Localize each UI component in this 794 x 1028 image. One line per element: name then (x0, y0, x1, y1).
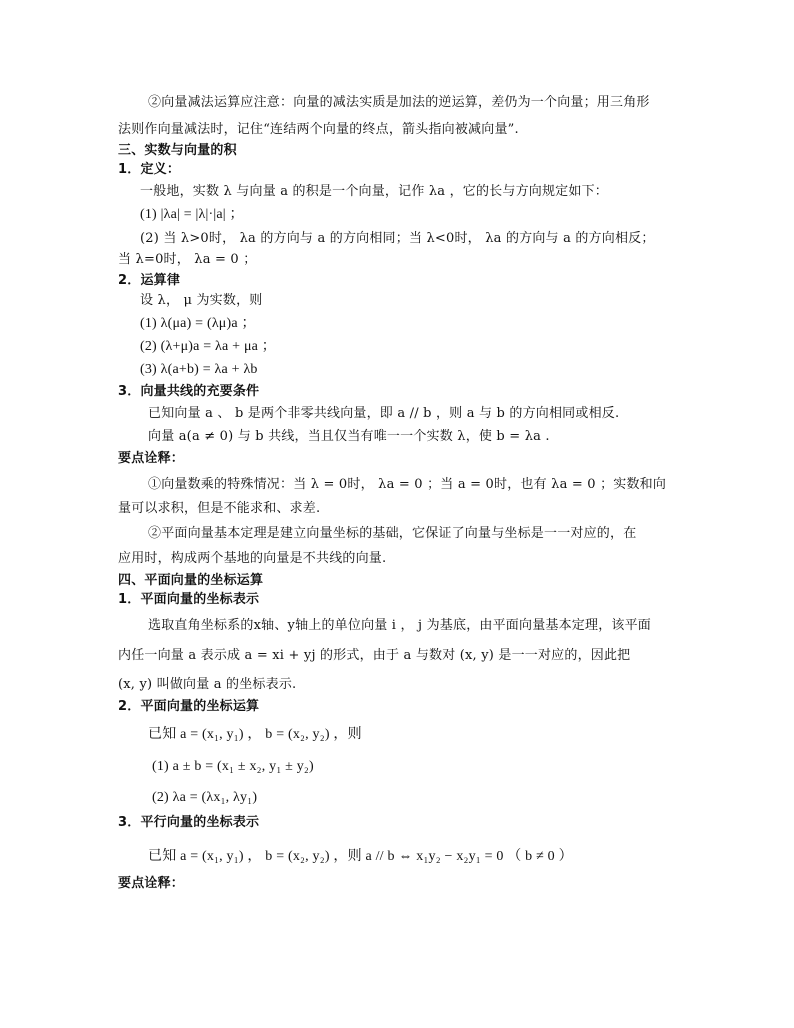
section-3-title: 三、实数与向量的积 (118, 143, 237, 158)
definition-item-2a: (2) 当 λ>0时， λa 的方向与 a 的方向相同；当 λ<0时， λa 的方向与 a 的方向相反； (140, 231, 655, 246)
intro-line-2: 法则作向量减法时，记住“连结两个向量的终点，箭头指向被减向量”. (118, 122, 519, 137)
coordinate-paragraph-3: (x, y) 叫做向量 a 的坐标表示. (118, 677, 297, 692)
parallel-condition: 已知 a = (x₁, y₁) ， b = (x₂, y₂) ，则 a // b ⇔ x₁y₂ − x₂y₁ = 0 （ b ≠ 0 ） (148, 849, 573, 864)
key-points-title-1: 要点诠释： (118, 451, 185, 466)
law-item-3: (3) λ(a+b) = λa + λb (140, 362, 258, 377)
key-points-title-2: 要点诠释： (118, 876, 185, 891)
collinear-paragraph-1: 已知向量 a 、 b 是两个非零共线向量，即 a // b ，则 a 与 b 的方向相同或相反. (148, 406, 620, 421)
key-point-1b: 量可以求积，但是不能求和、求差. (118, 501, 321, 516)
section-4-2-title: 2．平面向量的坐标运算 (118, 699, 260, 714)
key-point-2b: 应用时，构成两个基地的向量是不共线的向量. (118, 551, 387, 566)
operation-item-1: (1) a ± b = (x₁ ± x₂, y₁ ± y₂) (152, 759, 314, 774)
definition-item-2b: 当 λ=0时， λa = 0 ； (118, 252, 257, 267)
coordinate-paragraph-2: 内任一向量 a 表示成 a = xi + yj 的形式，由于 a 与数对 (x, y) 是一一对应的，因此把 (118, 648, 631, 663)
section-4-title: 四、平面向量的坐标运算 (118, 573, 264, 588)
section-4-3-title: 3．平行向量的坐标表示 (118, 815, 260, 830)
law-intro: 设 λ， μ 为实数，则 (140, 293, 263, 308)
section-3-2-title: 2．运算律 (118, 273, 181, 288)
law-item-2: (2) (λ+μ)a = λa + μa ； (140, 339, 276, 354)
operation-given: 已知 a = (x₁, y₁) ， b = (x₂, y₂) ，则 (148, 727, 362, 742)
section-4-1-title: 1．平面向量的坐标表示 (118, 592, 260, 607)
intro-line-1: ②向量减法运算应注意：向量的减法实质是加法的逆运算，差仍为一个向量；用三角形 (148, 95, 650, 110)
section-3-3-title: 3．向量共线的充要条件 (118, 384, 260, 399)
key-point-2a: ②平面向量基本定理是建立向量坐标的基础，它保证了向量与坐标是一一对应的，在 (148, 526, 637, 541)
coordinate-paragraph-1: 选取直角坐标系的x轴、y轴上的单位向量 i ， j 为基底，由平面向量基本定理，该平面 (148, 618, 651, 633)
operation-item-2: (2) λa = (λx₁, λy₁) (152, 790, 258, 805)
section-3-1-title: 1．定义： (118, 162, 181, 177)
key-point-1a: ①向量数乘的特殊情况：当 λ = 0时， λa = 0 ；当 a = 0时，也有 λa = 0 ；实数和向 (148, 477, 667, 492)
definition-item-1: (1) |λa| = |λ|·|a| ； (140, 207, 244, 222)
collinear-paragraph-2: 向量 a(a ≠ 0) 与 b 共线，当且仅当有唯一一个实数 λ，使 b = λa . (148, 429, 550, 444)
definition-paragraph: 一般地，实数 λ 与向量 a 的积是一个向量，记作 λa ，它的长与方向规定如下： (140, 184, 608, 199)
law-item-1: (1) λ(μa) = (λμ)a ； (140, 316, 256, 331)
